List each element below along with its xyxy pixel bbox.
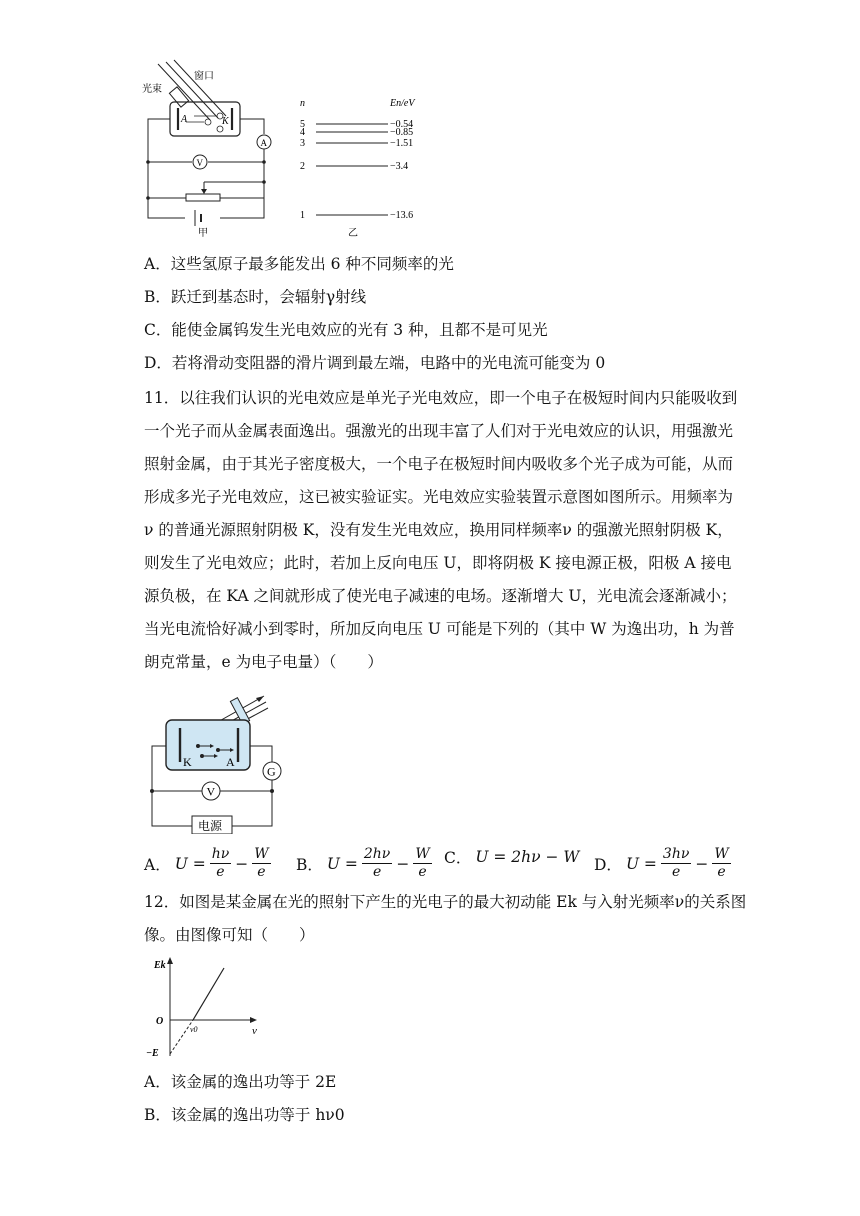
ammeter-label: A xyxy=(260,138,267,148)
svg-text:2: 2 xyxy=(300,161,305,172)
neg-e-label: −E xyxy=(146,1048,159,1059)
q11-stem-line: 当光电流恰好减小到零时，所加反向电压 U 可能是下列的（其中 W 为逸出功，h 为普 xyxy=(144,620,735,638)
q12-stem-line: 12．如图是某金属在光的照射下产生的光电子的最大初动能 Ek 与入射光频率ν的关系图 xyxy=(144,893,747,911)
level-e-header: En/eV xyxy=(390,98,415,109)
level-row xyxy=(300,161,408,172)
caption-yi: 乙 xyxy=(348,228,358,239)
q10-option-a: A．这些氢原子最多能发出 6 种不同频率的光 xyxy=(144,255,454,273)
anode-label: A xyxy=(226,755,235,769)
q11-stem-line: 朗克常量，e 为电子电量）（ ） xyxy=(144,653,383,671)
electrode-k-label: K xyxy=(222,116,229,127)
q10-option-b: B．跃迁到基态时，会辐射γ射线 xyxy=(144,288,367,306)
q10-option-c: C．能使金属钨发生光电效应的光有 3 种，且都不是可见光 xyxy=(144,321,548,339)
q11-option-c: C． U = 2hν − W xyxy=(444,848,580,867)
cathode-label: K xyxy=(183,755,192,769)
q11-stem-line: 源负极，在 KA 之间就形成了使光电子减速的电场。逐渐增大 U，光电流会逐渐减小； xyxy=(144,587,737,605)
figure-yi-energy-levels xyxy=(296,96,426,240)
light-beam-label: 光束 xyxy=(142,84,162,95)
origin-label: O xyxy=(156,1016,164,1027)
q12-option-b: B．该金属的逸出功等于 hν0 xyxy=(144,1106,345,1124)
electrode-a-label: A xyxy=(181,114,188,125)
level-row xyxy=(300,210,413,221)
q11-option-b: B． U = $\frac{2h\nu}{e}$ − $\frac{W}{e}$ xyxy=(296,846,430,880)
q11-stem-line: 11．以往我们认识的光电效应是单光子光电效应，即一个电子在极短时间内只能吸收到 xyxy=(144,389,738,407)
nu0-label: ν0 xyxy=(190,1025,198,1034)
figure-jia-circuit xyxy=(140,58,280,240)
svg-text:−3.4: −3.4 xyxy=(390,161,409,172)
level-row xyxy=(300,127,413,138)
q12-option-a: A．该金属的逸出功等于 2E xyxy=(144,1073,337,1091)
q11-stem-line: ν 的普通光源照射阴极 K，没有发生光电效应，换用同样频率ν 的强激光照射阴极 K， xyxy=(144,521,733,539)
q11-stem-line: 照射金属，由于其光子密度极大，一个电子在极短时间内吸收多个光子成为可能，从而 xyxy=(144,455,734,473)
caption-jia: 甲 xyxy=(198,228,208,239)
svg-text:−13.6: −13.6 xyxy=(390,210,414,221)
svg-text:−0.85: −0.85 xyxy=(390,127,414,138)
q11-stem-line: 则发生了光电效应；此时，若加上反向电压 U，即将阴极 K 接电源正极，阳极 A 接电 xyxy=(144,554,732,572)
svg-text:4: 4 xyxy=(300,127,305,138)
svg-text:3: 3 xyxy=(300,138,305,149)
q12-stem-line: 像。由图像可知（ ） xyxy=(144,926,315,944)
q11-stem-line: 形成多光子光电效应，这已被实验证实。光电效应实验装置示意图如图所示。用频率为 xyxy=(144,488,734,506)
svg-text:−0.54: −0.54 xyxy=(390,119,414,130)
q12-ek-nu-graph xyxy=(142,954,266,1062)
level-row xyxy=(300,138,413,149)
galvanometer-label: G xyxy=(267,764,276,779)
q11-option-d: D． U = $\frac{3h\nu}{e}$ − $\frac{W}{e}$ xyxy=(594,846,729,880)
window-label: 窗口 xyxy=(194,71,214,82)
power-source-label: 电源 xyxy=(198,819,223,833)
q11-stem-line: 一个光子而从金属表面逸出。强激光的出现丰富了人们对于光电效应的认识，用强激光 xyxy=(144,422,734,440)
svg-text:5: 5 xyxy=(300,119,305,130)
q10-option-d: D．若将滑动变阻器的滑片调到最左端，电路中的光电流可能变为 0 xyxy=(144,354,606,372)
q11-photoelectric-figure xyxy=(146,690,286,834)
level-n-header: n xyxy=(300,98,305,109)
ek-axis-label: Ek xyxy=(154,960,166,971)
nu-axis-label: ν xyxy=(252,1025,257,1037)
voltmeter-label: V xyxy=(196,158,203,168)
q11-voltmeter-label: V xyxy=(206,784,216,799)
svg-text:−1.51: −1.51 xyxy=(390,138,414,149)
svg-text:1: 1 xyxy=(300,210,305,221)
q11-option-a: A． U = $\frac{h\nu}{e}$ − $\frac{W}{e}$ xyxy=(144,846,269,880)
